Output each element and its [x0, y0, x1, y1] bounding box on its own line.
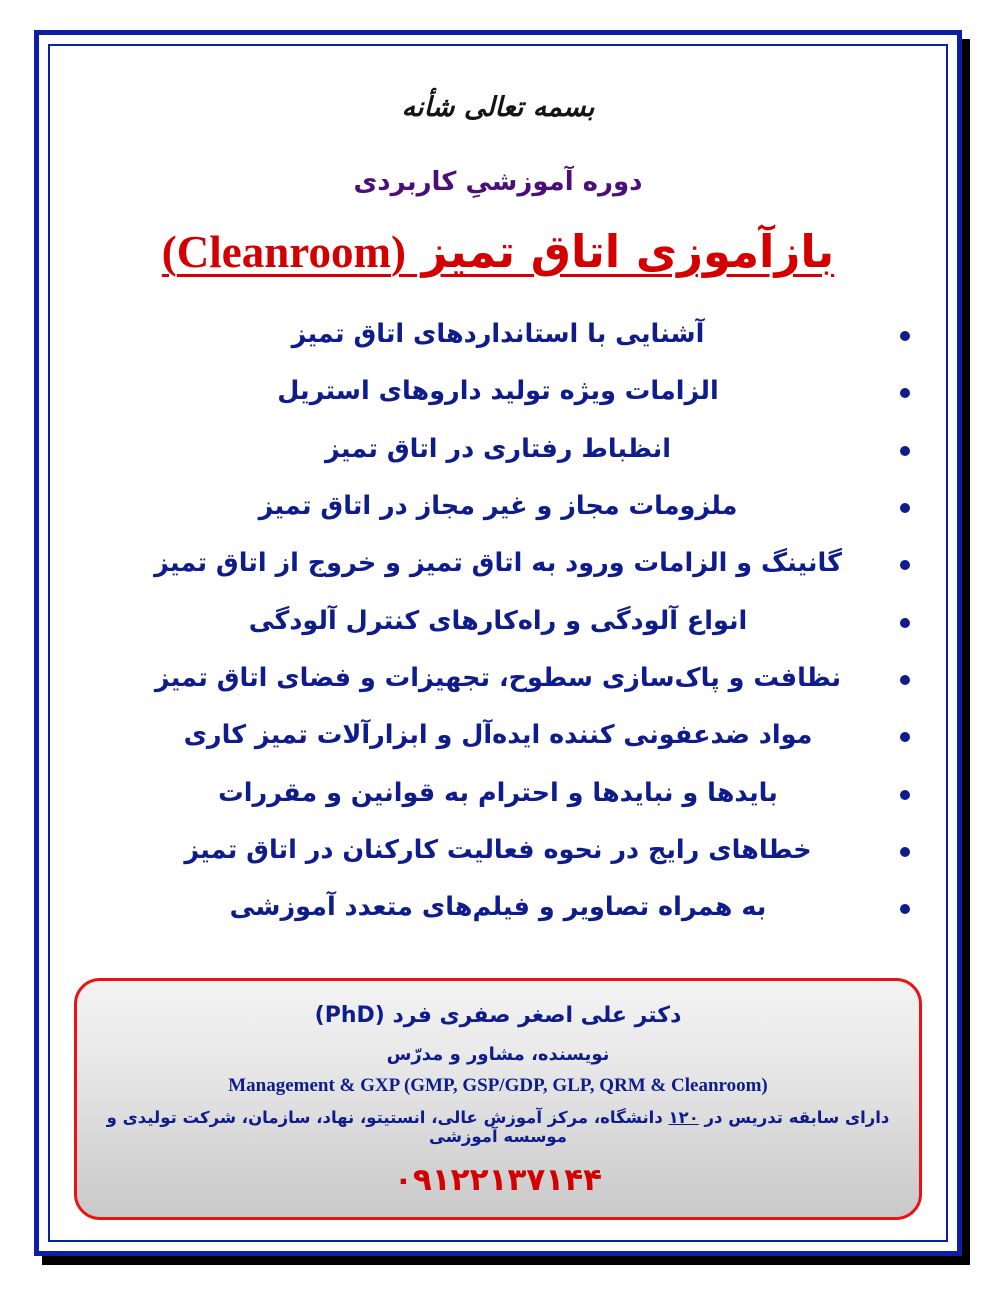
list-item-label: ملزومات مجاز و غیر مجاز در اتاق تمیز — [258, 490, 738, 521]
bullet-icon — [900, 503, 910, 513]
bullet-icon — [900, 388, 910, 398]
list-item — [86, 607, 910, 636]
topics-list — [86, 320, 910, 922]
bullet-icon — [900, 331, 910, 341]
list-item-label: آشنایی با استانداردهای اتاق تمیز — [291, 319, 705, 349]
presenter-experience-suffix: دانشگاه، مرکز آموزش عالی، انستیتو، نهاد، سازمان، شرکت تولیدی و موسسه آموزشی — [106, 1108, 669, 1146]
list-item — [86, 435, 910, 464]
presenter-experience-number: ۱۲۰ — [668, 1108, 699, 1127]
presenter-credentials: Management & GXP (GMP, GSP/GDP, GLP, QRM & Cleanroom) — [228, 1075, 768, 1096]
page-title-fa: بازآموزی اتاق تمیز — [405, 225, 835, 278]
page-title — [80, 225, 916, 278]
presenter-experience — [101, 1108, 895, 1146]
list-item-label: به همراه تصاویر و فیلم‌های متعدد آموزشی — [229, 892, 767, 923]
bullet-icon — [900, 675, 910, 685]
list-item-label: انواع آلودگی و راه‌کارهای کنترل آلودگی — [248, 605, 748, 636]
poster-inner-frame — [48, 44, 948, 1242]
basmala-calligraphy: بسمه تعالی شأنه — [401, 92, 595, 123]
list-item-label: مواد ضدعفونی کننده ایده‌آل و ابزارآلات تمیز کاری — [183, 720, 813, 751]
page-title-en: (Cleanroom) — [161, 227, 406, 277]
list-item — [86, 664, 910, 693]
presenter-name: دکتر علی اصغر صفری فرد (PhD) — [314, 1003, 682, 1028]
list-item — [86, 377, 910, 406]
list-item-label: انظباط رفتاری در اتاق تمیز — [325, 433, 671, 464]
list-item-label: خطاهای رایج در نحوه فعالیت کارکنان در اتاق تمیز — [184, 834, 812, 865]
presenter-experience-prefix: دارای سابقه تدریس در — [698, 1108, 890, 1127]
bullet-icon — [900, 847, 910, 857]
list-item — [86, 836, 910, 865]
bullet-icon — [900, 904, 910, 914]
bullet-icon — [900, 446, 910, 456]
bullet-icon — [900, 560, 910, 570]
list-item — [86, 779, 910, 808]
list-item — [86, 549, 910, 578]
list-item — [86, 492, 910, 521]
poster-frame — [34, 30, 962, 1256]
presenter-role: نویسنده، مشاور و مدرّس — [386, 1044, 610, 1065]
list-item — [86, 721, 910, 750]
course-kicker: دوره آموزشیِ کاربردی — [353, 167, 643, 197]
bullet-icon — [900, 732, 910, 742]
list-item — [86, 893, 910, 922]
list-item-label: بایدها و نبایدها و احترام به قوانین و مقررات — [218, 777, 778, 808]
bullet-icon — [900, 790, 910, 800]
list-item — [86, 320, 910, 349]
presenter-info-box — [74, 978, 922, 1220]
list-item-label: الزامات ویژه تولید داروهای استریل — [277, 376, 719, 407]
list-item-label: نظافت و پاک‌سازی سطوح، تجهیزات و فضای اتاق تمیز — [154, 662, 842, 693]
list-item-label: گانینگ و الزامات ورود به اتاق تمیز و خروج از اتاق تمیز — [154, 548, 842, 579]
bullet-icon — [900, 618, 910, 628]
presenter-phone[interactable]: ۰۹۱۲۲۱۳۷۱۴۴ — [393, 1162, 603, 1198]
